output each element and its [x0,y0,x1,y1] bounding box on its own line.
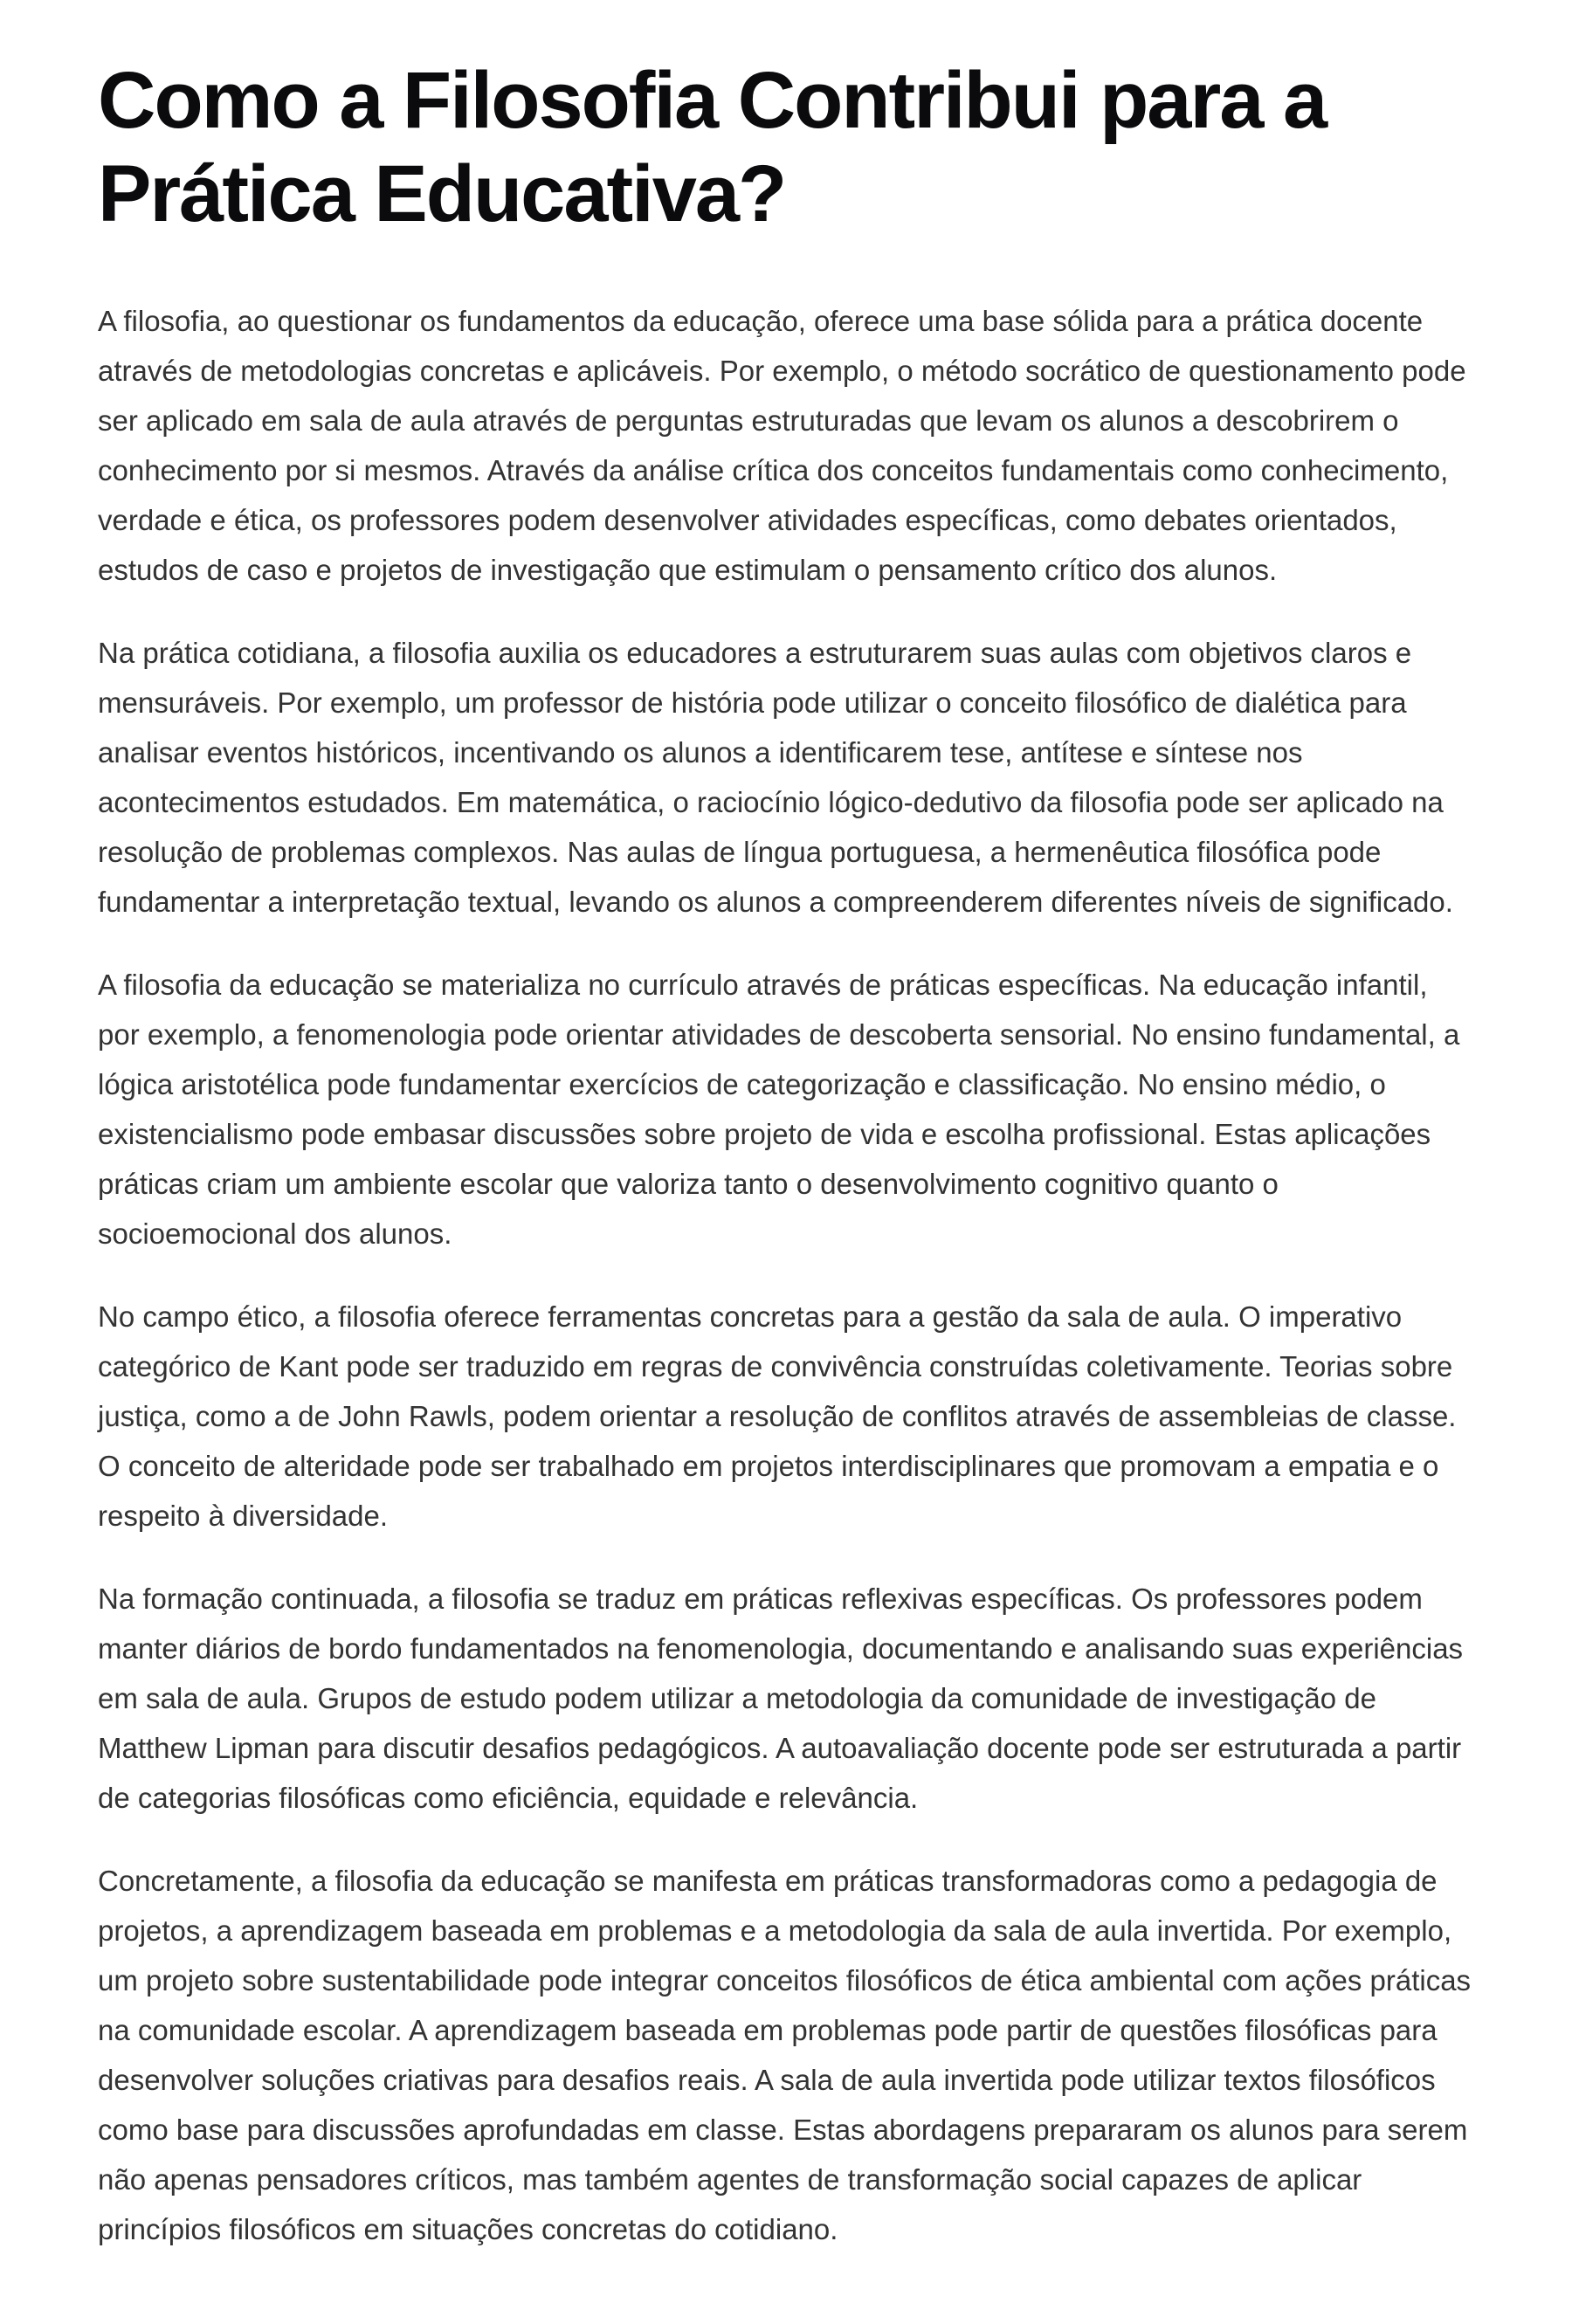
page-title: Como a Filosofia Contribui para a Prática Educativa? [98,56,1327,238]
paragraph-pratica-cotidiana: Na prática cotidiana, a filosofia auxilia os educadores a estruturarem suas aulas com objetivos claros e mensuráveis. Por exemplo, um professor de história pode utilizar o conceito filosófico de dialética para analisar eventos históricos, incentivando os alunos a identificarem tese, antítese e síntese nos acontecimentos estudados. Em matemática, o raciocínio lógico-dedutivo da filosofia pode ser aplicado na resolução de problemas complexos. Nas aulas de língua portuguesa, a hermenêutica filosófica pode fundamentar a interpretação textual, levando os alunos a compreenderem diferentes níveis de significado. [98,637,1453,919]
paragraph-curriculo: A filosofia da educação se materializa no currículo através de práticas específicas. Na educação infantil, por exemplo, a fenomenologia pode orientar atividades de descoberta sensorial. No ensino fundamental, a lógica aristotélica pode fundamentar exercícios de categorização e classificação. No ensino médio, o existencialismo pode embasar discussões sobre projeto de vida e escolha profissional. Estas aplicações práticas criam um ambiente escolar que valoriza tanto o desenvolvimento cognitivo quanto o socioemocional dos alunos. [98,969,1460,1251]
paragraph-campo-etico: No campo ético, a filosofia oferece ferramentas concretas para a gestão da sala de aula. O imperativo categórico de Kant pode ser traduzido em regras de convivência construídas coletivamente. Teorias sobre justiça, como a de John Rawls, podem orientar a resolução de conflitos através de assembleias de classe. O conceito de alteridade pode ser trabalhado em projetos interdisciplinares que promovam a empatia e o respeito à diversidade. [98,1300,1457,1533]
paragraph-formacao-continuada: Na formação continuada, a filosofia se traduz em práticas reflexivas específicas. Os professores podem manter diários de bordo fundamentados na fenomenologia, documentando e analisando suas experiências em sala de aula. Grupos de estudo podem utilizar a metodologia da comunidade de investigação de Matthew Lipman para discutir desafios pedagógicos. A autoavaliação docente pode ser estruturada a partir de categorias filosóficas como eficiência, equidade e relevância. [98,1583,1464,1815]
paragraph-praticas-transformadoras: Concretamente, a filosofia da educação se manifesta em práticas transformadoras como a pedagogia de projetos, a aprendizagem baseada em problemas e a metodologia da sala de aula invertida. Por exemplo, um projeto sobre sustentabilidade pode integrar conceitos filosóficos de ética ambiental com ações práticas na comunidade escolar. A aprendizagem baseada em problemas pode partir de questões filosóficas para desenvolver soluções criativas para desafios reais. A sala de aula invertida pode utilizar textos filosóficos como base para discussões aprofundadas em classe. Estas abordagens prepararam os alunos para serem não apenas pensadores críticos, mas também agentes de transformação social capazes de aplicar princípios filosóficos em situações concretas do cotidiano. [98,1865,1472,2246]
paragraph-intro: A filosofia, ao questionar os fundamentos da educação, oferece uma base sólida para a prática docente através de metodologias concretas e aplicáveis. Por exemplo, o método socrático de questionamento pode ser aplicado em sala de aula através de perguntas estruturadas que levam os alunos a descobrirem o conhecimento por si mesmos. Através da análise crítica dos conceitos fundamentais como conhecimento, verdade e ética, os professores podem desenvolver atividades específicas, como debates orientados, estudos de caso e projetos de investigação que estimulam o pensamento crítico dos alunos. [98,305,1466,587]
article-body [98,54,1474,2254]
